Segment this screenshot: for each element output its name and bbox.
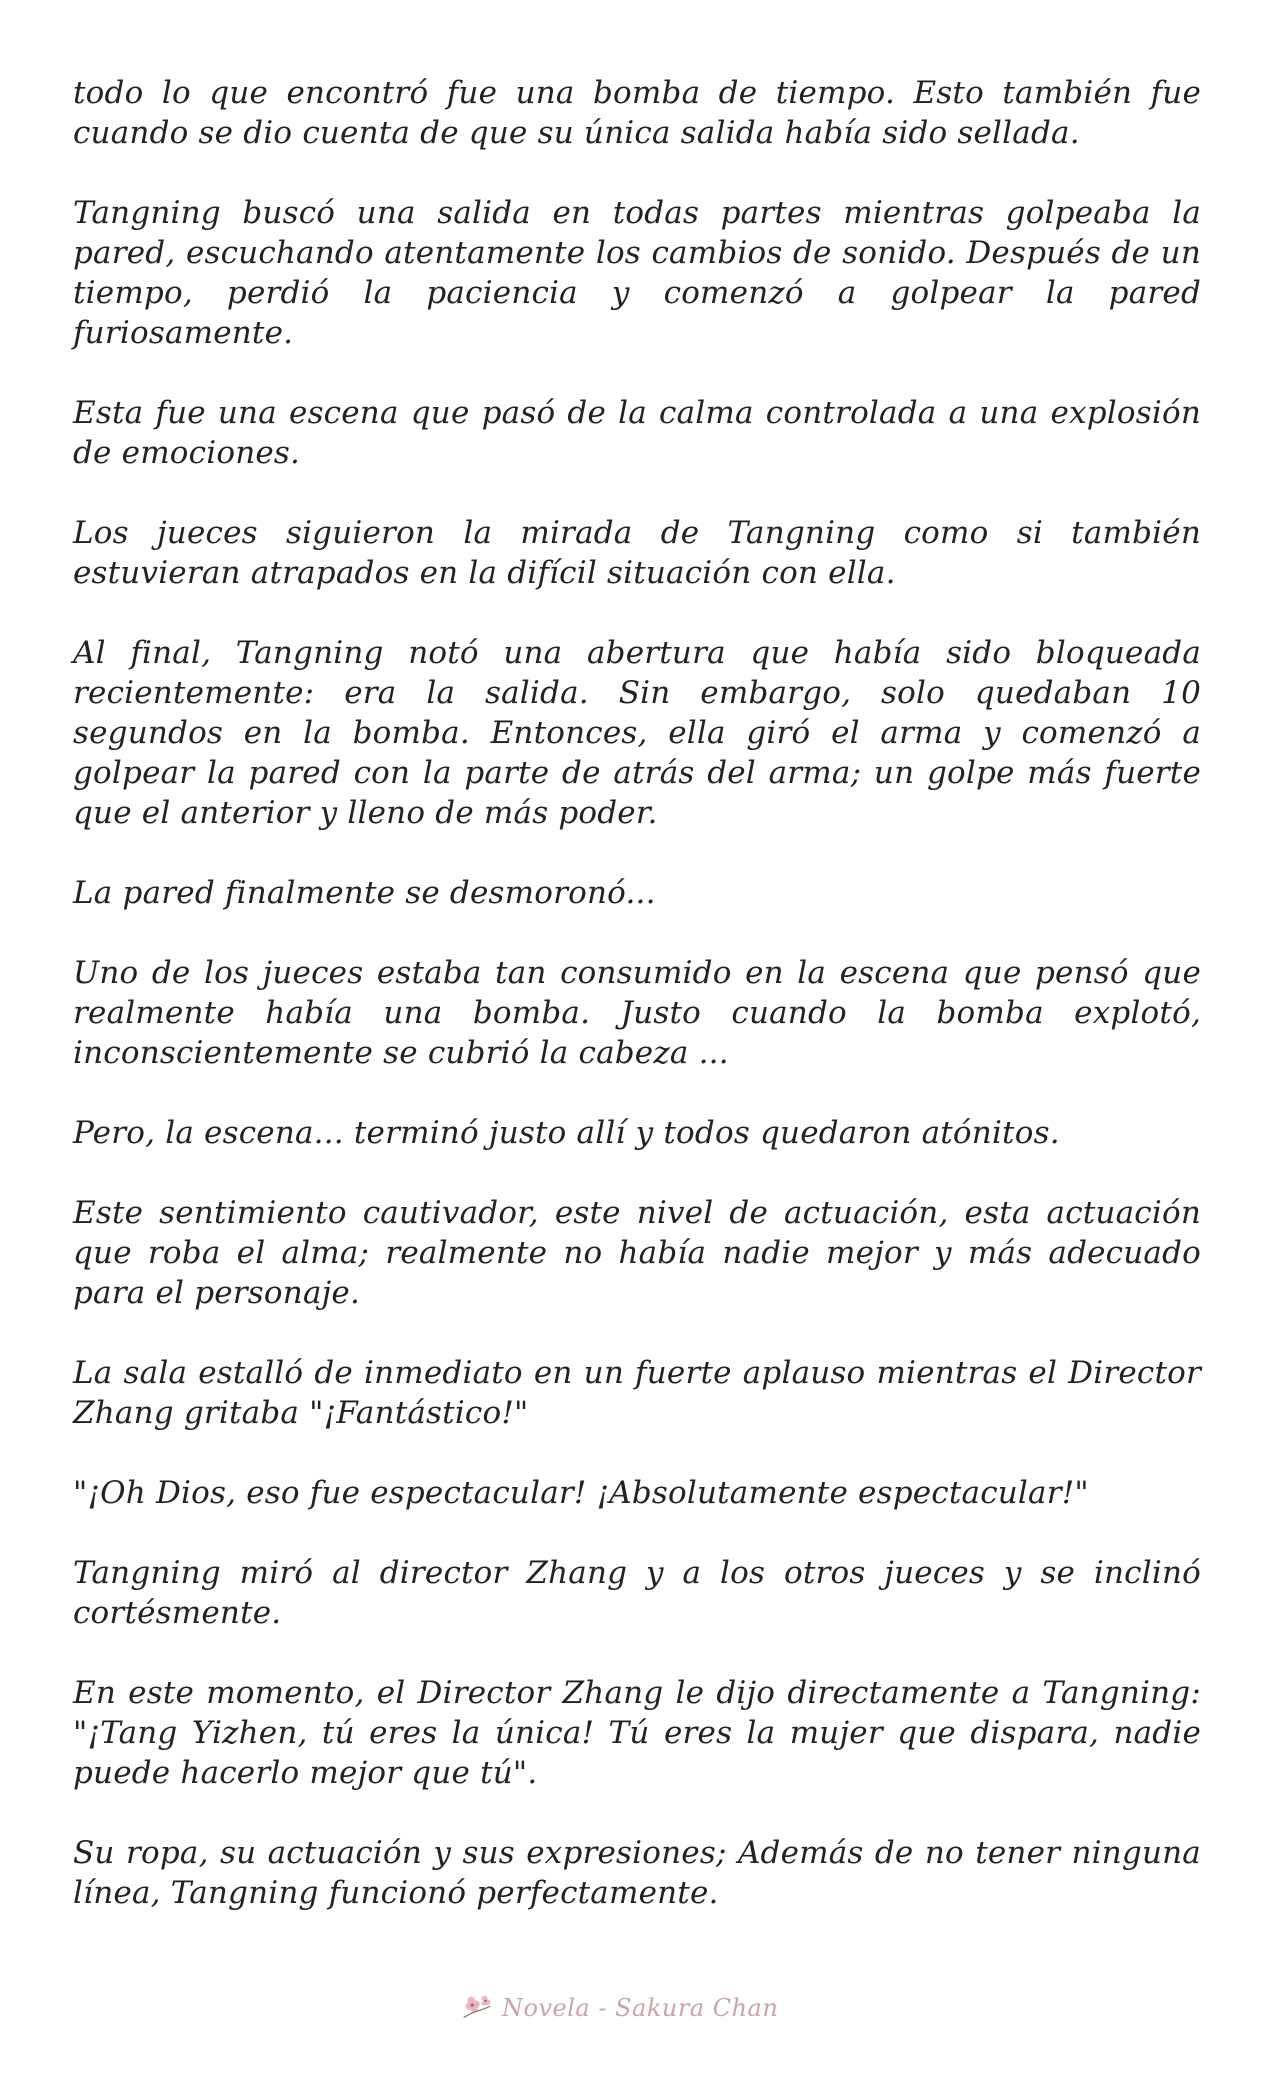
paragraph-7: Uno de los jueces estaba tan consumido en la escena que pensó que realmente había una bomba. Justo cuando la bomba explotó, inconscientemente se cubrió la cabeza ... [73, 955, 1201, 1071]
paragraph-9: Este sentimiento cautivador, este nivel de actuación, esta actuación que roba el alma; realmente no había nadie mejor y más adecuado para el personaje. [73, 1195, 1201, 1311]
paragraph-5: Al final, Tangning notó una abertura que había sido bloqueada recientemente: era la salida. Sin embargo, solo quedaban 10 segundos en la bomba. Entonces, ella giró el arma y comenzó a golpear la pared con la parte de atrás del arma; un golpe más fuerte que el anterior y lleno de más poder. [73, 635, 1201, 831]
sakura-flower-icon [458, 1989, 496, 2027]
paragraph-6: La pared finalmente se desmoronó... [73, 875, 656, 911]
document-body [73, 73, 1201, 1953]
paragraph-1: todo lo que encontró fue una bomba de tiempo. Esto también fue cuando se dio cuenta de que su única salida había sido sellada. [73, 75, 1201, 151]
paragraph-2: Tangning buscó una salida en todas partes mientras golpeaba la pared, escuchando atentamente los cambios de sonido. Después de un tiempo, perdió la paciencia y comenzó a golpear la pared furiosamente. [73, 195, 1201, 351]
paragraph-13: En este momento, el Director Zhang le dijo directamente a Tangning: "¡Tang Yizhen, tú eres la única! Tú eres la mujer que dispara, nadie puede hacerlo mejor que tú". [73, 1675, 1201, 1791]
paragraph-12: Tangning miró al director Zhang y a los otros jueces y se inclinó cortésmente. [73, 1555, 1201, 1631]
paragraph-10: La sala estalló de inmediato en un fuerte aplauso mientras el Director Zhang gritaba "¡Fantástico!" [73, 1355, 1201, 1431]
paragraph-11: "¡Oh Dios, eso fue espectacular! ¡Absolutamente espectacular!" [73, 1475, 1089, 1511]
watermark [458, 1983, 838, 2033]
paragraph-8: Pero, la escena... terminó justo allí y todos quedaron atónitos. [73, 1115, 1060, 1151]
paragraph-3: Esta fue una escena que pasó de la calma controlada a una explosión de emociones. [73, 395, 1201, 471]
paragraph-14: Su ropa, su actuación y sus expresiones; Además de no tener ninguna línea, Tangning funcionó perfectamente. [73, 1835, 1201, 1911]
paragraph-4: Los jueces siguieron la mirada de Tangning como si también estuvieran atrapados en la difícil situación con ella. [73, 515, 1201, 591]
watermark-text: Novela - Sakura Chan [502, 1994, 779, 2022]
